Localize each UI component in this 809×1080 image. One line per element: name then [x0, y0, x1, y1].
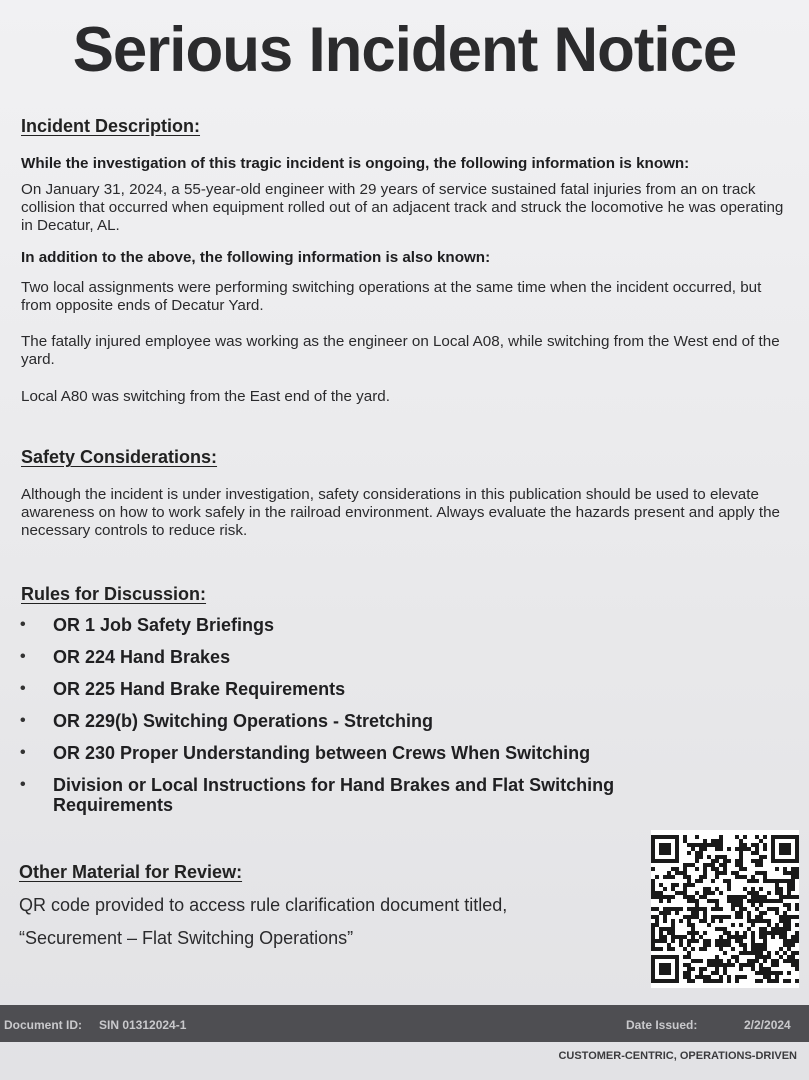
qr-code-icon[interactable] [651, 830, 799, 988]
safety-considerations-heading: Safety Considerations: [21, 447, 218, 467]
incident-paragraph-1: Two local assignments were performing switching operations at the same time when the incident occurred, but from opposite ends of Decatur Yard. [21, 279, 762, 314]
rule-item: • Division or Local Instructions for Hand Brakes and Flat Switching Requirements [20, 775, 615, 815]
rule-item: • OR 229(b) Switching Operations - Stretching [20, 711, 434, 731]
date-issued-value: 2/2/2024 [744, 1018, 791, 1032]
rule-item: • OR 224 Hand Brakes [20, 647, 231, 667]
date-issued-label: Date Issued: [626, 1018, 698, 1032]
rule-item: • OR 225 Hand Brake Requirements [20, 679, 346, 699]
bullet-icon: • [20, 616, 26, 633]
bullet-icon: • [20, 744, 26, 761]
footer-bar [0, 1005, 809, 1042]
incident-also-known: In addition to the above, the following information is also known: [21, 249, 491, 266]
safety-text: Although the incident is under investigation, safety considerations in this publication should be used to elevate awareness on how to work safely in the railroad environment. Always evaluate the hazards present and apply the necessary controls to reduce risk. [21, 486, 780, 539]
other-material-line-1: QR code provided to access rule clarification document titled, [19, 895, 508, 915]
rules-heading: Rules for Discussion: [21, 584, 207, 604]
incident-summary: On January 31, 2024, a 55-year-old engineer with 29 years of service sustained fatal injuries from an on track collision that occurred when equipment rolled out of an adjacent track and struck the locomotive he was operating in Decatur, AL. [21, 181, 784, 234]
bullet-icon: • [20, 712, 26, 729]
rule-item: • OR 1 Job Safety Briefings [20, 615, 275, 635]
company-tagline: CUSTOMER-CENTRIC, OPERATIONS-DRIVEN [558, 1050, 797, 1062]
incident-description-heading: Incident Description: [21, 116, 201, 136]
bullet-icon: • [20, 680, 26, 697]
other-material-heading: Other Material for Review: [19, 862, 243, 882]
incident-intro: While the investigation of this tragic incident is ongoing, the following information is known: [21, 155, 690, 172]
bullet-icon: • [20, 648, 26, 665]
incident-paragraph-3: Local A80 was switching from the East end of the yard. [21, 388, 390, 405]
document-id-value: SIN 01312024-1 [99, 1018, 187, 1032]
bullet-icon: • [20, 776, 26, 793]
document-id-label: Document ID: [4, 1018, 82, 1032]
other-material-line-2: “Securement – Flat Switching Operations” [19, 928, 354, 948]
page-title: Serious Incident Notice [72, 15, 737, 85]
rules-list [18, 615, 718, 827]
rule-item: • OR 230 Proper Understanding between Crews When Switching [20, 743, 591, 763]
incident-paragraph-2: The fatally injured employee was working as the engineer on Local A08, while switching from the West end of the yard. [21, 333, 780, 368]
